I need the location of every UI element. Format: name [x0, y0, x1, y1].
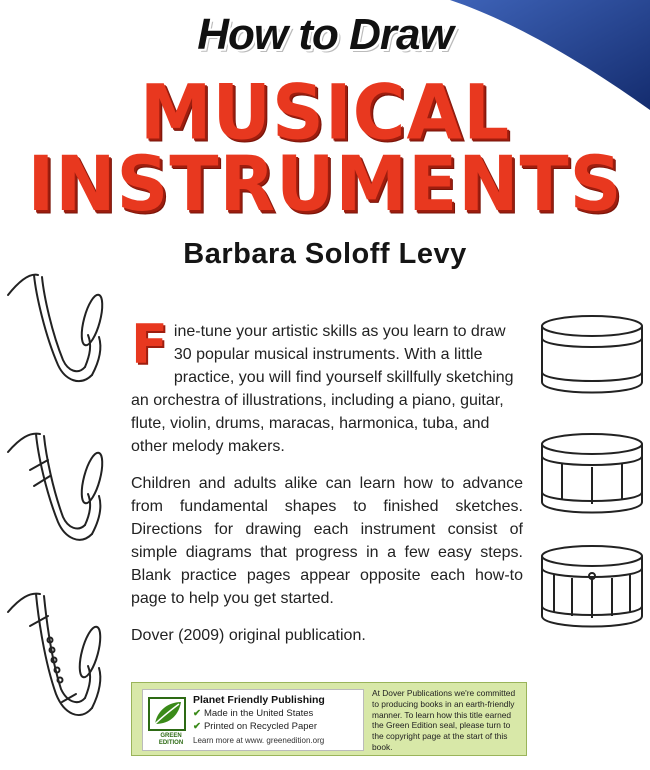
drum-sketch-step1 — [536, 310, 648, 405]
check-icon: ✔ — [193, 708, 201, 719]
author-name: Barbara Soloff Levy — [183, 238, 467, 270]
title-instruments: INSTRUMENTS — [27, 139, 623, 229]
drum-sketch-step3 — [536, 540, 648, 640]
seal-green-label: GREEN — [160, 733, 182, 739]
seal-edition-label: EDITION — [158, 740, 184, 746]
made-in-usa-label: Made in the United States — [203, 708, 314, 719]
recycled-paper-item — [193, 721, 317, 732]
green-edition-box — [131, 682, 527, 756]
learn-more-text: Learn more at www. greenedition.org — [193, 736, 325, 745]
check-icon: ✔ — [193, 721, 201, 732]
drop-cap: F — [131, 313, 168, 376]
description-paragraph-1 — [131, 313, 523, 458]
publication-note: Dover (2009) original publication. — [131, 627, 366, 644]
saxophone-sketch-step3 — [0, 590, 110, 740]
made-in-usa-item — [193, 708, 313, 719]
cover-description — [131, 313, 523, 647]
title-how-to-draw: How to Draw — [197, 10, 453, 59]
title-musical: MUSICAL — [139, 67, 511, 157]
description-paragraph-2: Children and adults alike can learn how to advance from fundamental shapes to finished sketches. Directions for drawing each instrument consist of simple diagrams that progress in a few easy steps. Blank practice pages appear opposite each how-to page to help you get started. — [131, 475, 523, 607]
recycled-paper-label: Printed on Recycled Paper — [203, 721, 317, 732]
saxophone-sketch-step1 — [0, 265, 110, 400]
paragraph-1-text: ine-tune your artistic skills as you learn to draw 30 popular musical instruments. With a little practice, you will find yourself skillfully sketching an orchestra of illustrations, including a piano, guitar, flute, violin, drums, maracas, harmonica, tuba, and other melody makers. — [131, 323, 514, 455]
planet-friendly-title: Planet Friendly Publishing — [193, 694, 325, 706]
green-edition-seal-icon — [147, 696, 187, 748]
dover-commitment-text: At Dover Publications we're committed to producing books in an earth-friendly manner. To learn how this title earned the Green Edition seal, please turn to the copyright page at the start of this book. — [372, 688, 516, 752]
planet-friendly-panel — [142, 689, 364, 751]
saxophone-sketch-step2 — [0, 430, 110, 560]
drum-sketch-step2 — [536, 430, 648, 525]
